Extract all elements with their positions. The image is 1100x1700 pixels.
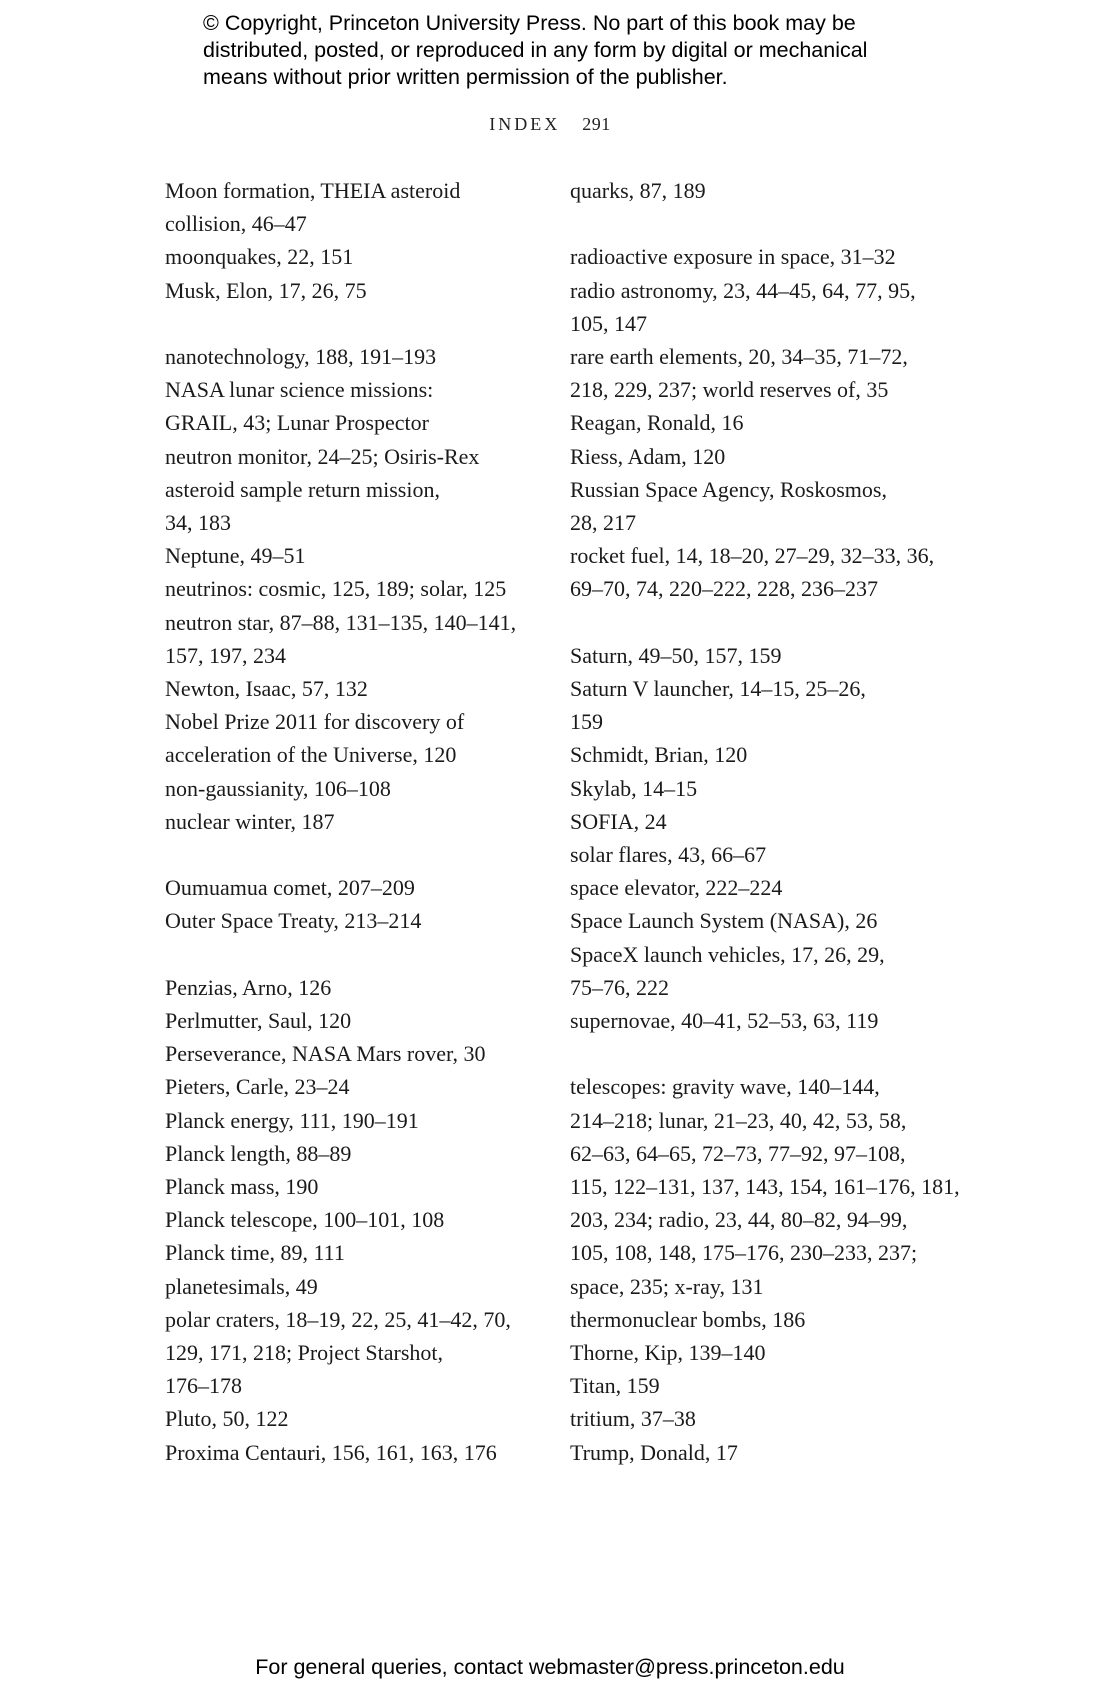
index-entry xyxy=(570,174,970,207)
index-entry-heading: radioactive exposure in space, 31–32 xyxy=(570,244,896,270)
index-entry-heading: space elevator, 222–224 xyxy=(570,875,783,901)
index-entry-continuation: 176–178 xyxy=(165,1373,242,1399)
index-entry xyxy=(165,672,565,705)
index-column-left xyxy=(165,174,565,1469)
index-entry xyxy=(570,406,970,439)
index-entry xyxy=(165,373,565,539)
index-entry-heading: Saturn V launcher, 14–15, 25–26, xyxy=(570,676,866,702)
index-entry xyxy=(570,1402,970,1435)
index-entry-heading: polar craters, 18–19, 22, 25, 41–42, 70, xyxy=(165,1306,511,1332)
index-entry xyxy=(570,1004,970,1037)
index-entry xyxy=(165,971,565,1004)
index-entry-heading: Reagan, Ronald, 16 xyxy=(570,410,744,436)
index-entry xyxy=(570,1336,970,1369)
index-entry xyxy=(165,240,565,273)
index-entry xyxy=(165,1004,565,1037)
index-entry xyxy=(165,572,565,605)
index-entry xyxy=(570,340,970,406)
index-entry-heading: Saturn, 49–50, 157, 159 xyxy=(570,642,782,668)
index-entry-heading: nuclear winter, 187 xyxy=(165,808,335,834)
index-entry xyxy=(165,1137,565,1170)
index-entry-heading: thermonuclear bombs, 186 xyxy=(570,1306,806,1332)
index-entry-heading: Oumuamua comet, 207–209 xyxy=(165,875,415,901)
index-entry-continuation: 218, 229, 237; world reserves of, 35 xyxy=(570,377,889,403)
index-entry xyxy=(570,904,970,937)
running-head xyxy=(0,114,1100,135)
index-entry xyxy=(165,1402,565,1435)
index-entry-continuation: GRAIL, 43; Lunar Prospector xyxy=(165,410,429,436)
index-entry-heading: Skylab, 14–15 xyxy=(570,775,698,801)
index-entry xyxy=(165,1104,565,1137)
index-entry-heading: Proxima Centauri, 156, 161, 163, 176 xyxy=(165,1439,497,1465)
copyright-notice: © Copyright, Princeton University Press. No part of this book may be distributed, posted, or reproduced in any form by digital or mechanical means without prior written permission of the publisher. xyxy=(203,11,868,89)
index-entry xyxy=(165,1070,565,1103)
index-entry-heading: Planck mass, 190 xyxy=(165,1174,319,1200)
footer-contact: For general queries, contact webmaster@press.princeton.edu xyxy=(255,1655,845,1679)
letter-group-gap xyxy=(570,1037,970,1070)
index-entry-heading: moonquakes, 22, 151 xyxy=(165,244,354,270)
page-number: 291 xyxy=(582,114,611,134)
index-entry-continuation: 28, 217 xyxy=(570,510,636,536)
letter-group-gap xyxy=(165,938,565,971)
index-entry xyxy=(165,705,565,771)
index-entry-heading: Planck telescope, 100–101, 108 xyxy=(165,1207,445,1233)
index-entry-continuation: 34, 183 xyxy=(165,510,231,536)
index-entry-heading: SpaceX launch vehicles, 17, 26, 29, xyxy=(570,941,885,967)
index-entry xyxy=(570,639,970,672)
index-entry-continuation: asteroid sample return mission, xyxy=(165,476,440,502)
index-column-right xyxy=(570,174,970,1469)
index-entry xyxy=(165,274,565,307)
index-entry xyxy=(165,606,565,672)
index-entry xyxy=(570,240,970,273)
index-entry xyxy=(570,871,970,904)
index-entry-heading: Titan, 159 xyxy=(570,1373,660,1399)
index-entry-heading: Newton, Isaac, 57, 132 xyxy=(165,676,368,702)
letter-group-gap xyxy=(570,207,970,240)
letter-group-gap xyxy=(165,838,565,871)
index-entry xyxy=(165,904,565,937)
index-entry-continuation: 115, 122–131, 137, 143, 154, 161–176, 181, xyxy=(570,1174,960,1200)
index-entry xyxy=(165,1303,565,1403)
index-entry-continuation: 159 xyxy=(570,709,603,735)
letter-group-gap xyxy=(570,606,970,639)
index-entry xyxy=(570,1436,970,1469)
letter-group-gap xyxy=(165,307,565,340)
index-entry xyxy=(165,1270,565,1303)
index-entry-heading: Musk, Elon, 17, 26, 75 xyxy=(165,277,367,303)
index-entry xyxy=(570,440,970,473)
index-entry-continuation: neutron monitor, 24–25; Osiris-Rex xyxy=(165,443,480,469)
index-entry-heading: Outer Space Treaty, 213–214 xyxy=(165,908,422,934)
index-entry xyxy=(570,672,970,738)
index-entry-heading: Planck time, 89, 111 xyxy=(165,1240,345,1266)
index-entry-continuation: collision, 46–47 xyxy=(165,211,307,237)
index-entry xyxy=(165,1236,565,1269)
index-entry xyxy=(570,938,970,1004)
index-entry xyxy=(165,1037,565,1070)
index-entry-heading: NASA lunar science missions: xyxy=(165,377,434,403)
index-entry-heading: Trump, Donald, 17 xyxy=(570,1439,738,1465)
index-entry-heading: Moon formation, THEIA asteroid xyxy=(165,178,461,203)
index-entry-heading: SOFIA, 24 xyxy=(570,808,667,834)
index-entry-heading: Planck length, 88–89 xyxy=(165,1140,352,1166)
index-entry-heading: nanotechnology, 188, 191–193 xyxy=(165,344,437,369)
index-entry-continuation: 69–70, 74, 220–222, 228, 236–237 xyxy=(570,576,878,602)
index-entry-heading: neutron star, 87–88, 131–135, 140–141, xyxy=(165,609,517,635)
index-entry-heading: solar flares, 43, 66–67 xyxy=(570,842,767,868)
index-entry-heading: rocket fuel, 14, 18–20, 27–29, 32–33, 36, xyxy=(570,543,935,569)
index-entry xyxy=(165,805,565,838)
running-head-label: INDEX xyxy=(489,114,561,134)
index-entry-heading: Schmidt, Brian, 120 xyxy=(570,742,748,768)
index-entry-heading: telescopes: gravity wave, 140–144, xyxy=(570,1074,880,1100)
index-entry-heading: Perseverance, NASA Mars rover, 30 xyxy=(165,1041,486,1067)
index-entry-continuation: 75–76, 222 xyxy=(570,974,669,1000)
index-entry xyxy=(570,838,970,871)
index-entry-continuation: 157, 197, 234 xyxy=(165,642,286,668)
index-entry-continuation: space, 235; x-ray, 131 xyxy=(570,1273,764,1299)
index-entry-continuation: 214–218; lunar, 21–23, 40, 42, 53, 58, xyxy=(570,1107,907,1133)
index-entry-heading: Planck energy, 111, 190–191 xyxy=(165,1107,419,1133)
index-entry-heading: Space Launch System (NASA), 26 xyxy=(570,908,878,934)
index-entry-heading: Thorne, Kip, 139–140 xyxy=(570,1340,766,1366)
index-entry-heading: Pluto, 50, 122 xyxy=(165,1406,289,1432)
index-entry-continuation: 105, 108, 148, 175–176, 230–233, 237; xyxy=(570,1240,918,1266)
index-entry-heading: Neptune, 49–51 xyxy=(165,543,306,569)
index-entry xyxy=(570,1303,970,1336)
index-entry-heading: rare earth elements, 20, 34–35, 71–72, xyxy=(570,344,908,369)
index-entry xyxy=(165,174,565,240)
index-entry-heading: Pieters, Carle, 23–24 xyxy=(165,1074,350,1100)
index-entry xyxy=(165,539,565,572)
index-entry xyxy=(570,539,970,605)
index-entry-heading: non-gaussianity, 106–108 xyxy=(165,775,391,801)
index-entry-continuation: 203, 234; radio, 23, 44, 80–82, 94–99, xyxy=(570,1207,908,1233)
index-entry-heading: supernovae, 40–41, 52–53, 63, 119 xyxy=(570,1008,879,1034)
index-entry-heading: Russian Space Agency, Roskosmos, xyxy=(570,476,887,502)
index-entry xyxy=(570,473,970,539)
index-entry xyxy=(165,772,565,805)
index-entry xyxy=(570,1369,970,1402)
index-entry xyxy=(570,274,970,340)
index-entry xyxy=(570,772,970,805)
index-entry-heading: Nobel Prize 2011 for discovery of xyxy=(165,709,465,735)
index-entry xyxy=(165,1203,565,1236)
index-entry-heading: Perlmutter, Saul, 120 xyxy=(165,1008,352,1034)
index-entry xyxy=(570,1070,970,1302)
index-entry-continuation: 105, 147 xyxy=(570,310,647,336)
index-entry-heading: quarks, 87, 189 xyxy=(570,178,706,203)
index-entry-continuation: 62–63, 64–65, 72–73, 77–92, 97–108, xyxy=(570,1140,906,1166)
index-entry xyxy=(165,1436,565,1469)
index-entry-heading: Riess, Adam, 120 xyxy=(570,443,726,469)
index-entry xyxy=(570,805,970,838)
index-entry-heading: planetesimals, 49 xyxy=(165,1273,318,1299)
index-entry-continuation: acceleration of the Universe, 120 xyxy=(165,742,457,768)
index-entry-heading: neutrinos: cosmic, 125, 189; solar, 125 xyxy=(165,576,507,602)
index-entry-heading: radio astronomy, 23, 44–45, 64, 77, 95, xyxy=(570,277,916,303)
index-entry xyxy=(165,871,565,904)
index-entry xyxy=(165,1170,565,1203)
index-entry-continuation: 129, 171, 218; Project Starshot, xyxy=(165,1340,444,1366)
index-entry-heading: tritium, 37–38 xyxy=(570,1406,696,1432)
index-entry xyxy=(570,738,970,771)
index-entry-heading: Penzias, Arno, 126 xyxy=(165,974,332,1000)
index-entry xyxy=(165,340,565,373)
